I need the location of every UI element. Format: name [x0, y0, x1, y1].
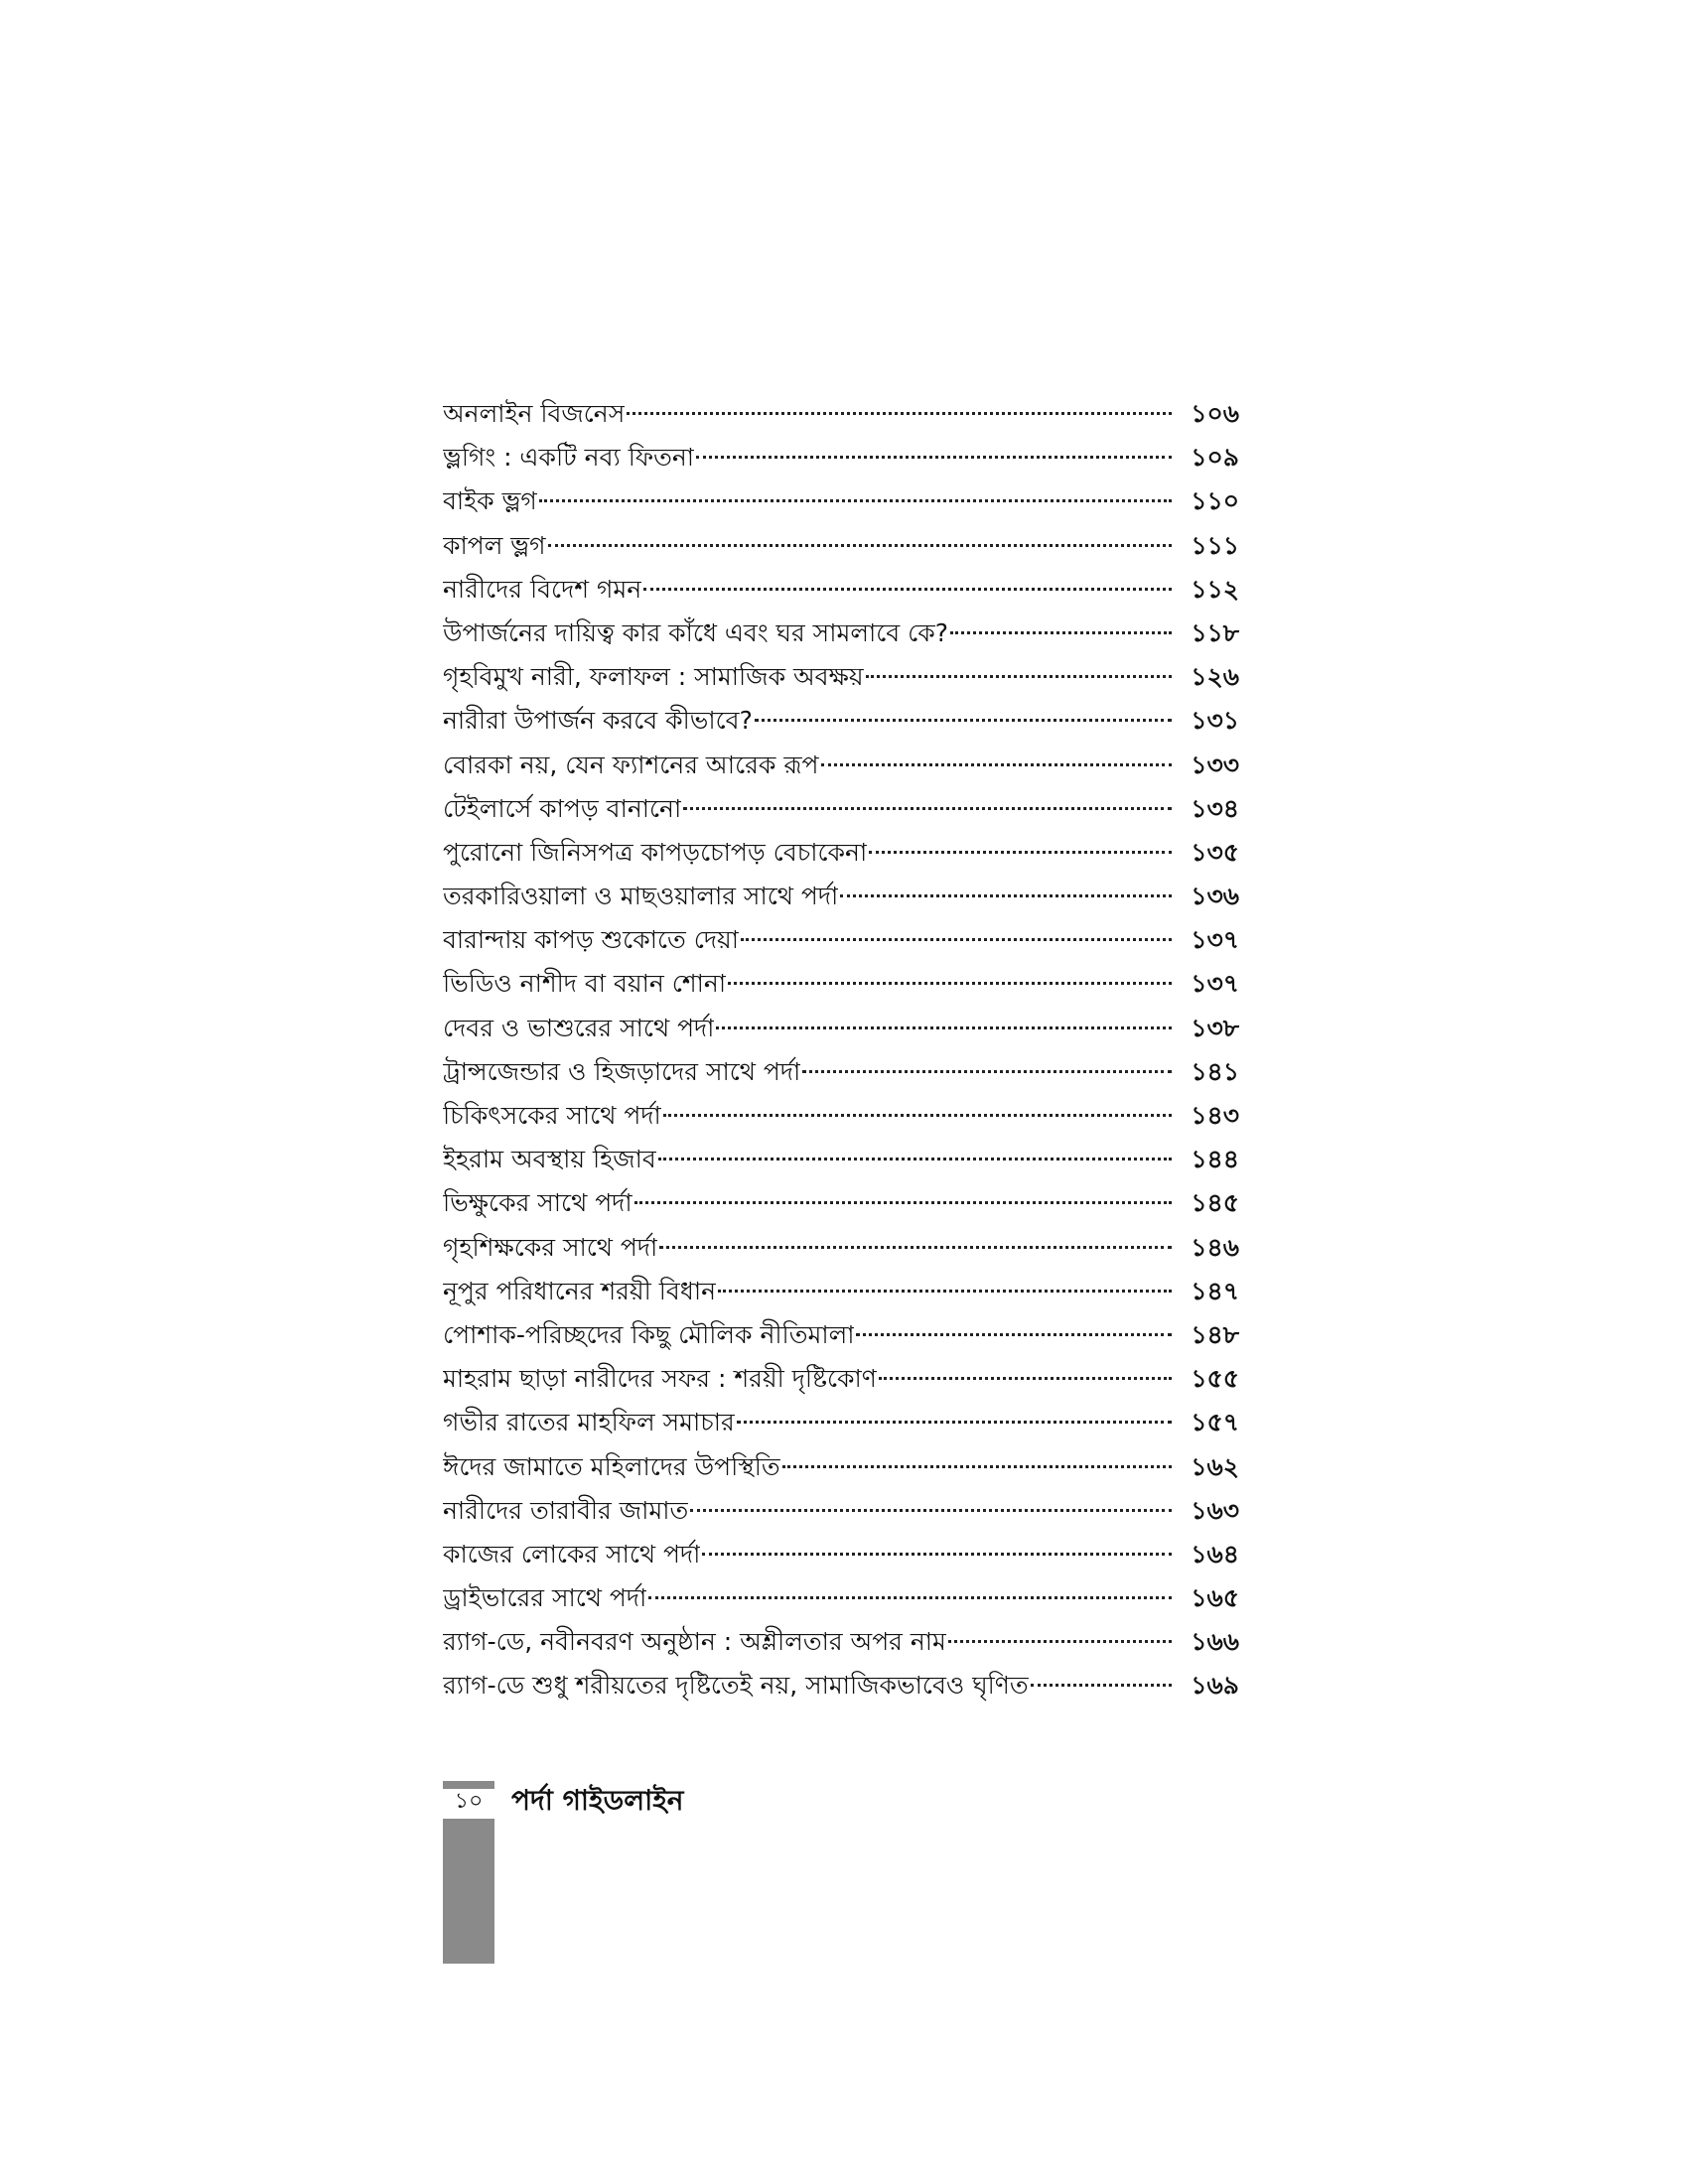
- toc-entry-page: ১৪১: [1191, 1056, 1239, 1086]
- footer-band: [443, 1781, 494, 1789]
- toc-dot-leader: [755, 719, 1172, 722]
- toc-entry-title: গৃহশিক্ষকের সাথে পর্দা: [443, 1232, 658, 1262]
- toc-entry-page: ১০৬: [1191, 399, 1239, 428]
- toc-entry-title: বাইক ভ্লগ: [443, 486, 537, 516]
- toc-entry-title: ট্রান্সজেন্ডার ও হিজড়াদের সাথে পর্দা: [443, 1056, 801, 1086]
- toc-dot-leader: [696, 456, 1172, 459]
- toc-entry-title: ইহরাম অবস্থায় হিজাব: [443, 1145, 656, 1174]
- toc-entry-title: দেবর ও ভাশুরের সাথে পর্দা: [443, 1013, 715, 1042]
- toc-entry-title: নারীদের তারাবীর জামাত: [443, 1495, 689, 1525]
- toc-entry: [443, 831, 1245, 875]
- toc-entry-title: ভিক্ষুকের সাথে পর্দা: [443, 1188, 633, 1218]
- toc-entry-title: ঈদের জামাতে মহিলাদের উপস্থিতি: [443, 1451, 780, 1481]
- toc-entry: [443, 524, 1245, 568]
- toc-entry: [443, 1007, 1245, 1050]
- toc-entry-title: পুরোনো জিনিসপত্র কাপড়চোপড় বেচাকেনা: [443, 837, 868, 867]
- toc-entry-page: ১৩৭: [1191, 925, 1239, 955]
- toc-dot-leader: [690, 1509, 1172, 1512]
- toc-dot-leader: [683, 807, 1172, 810]
- toc-entry-page: ১৪৩: [1191, 1101, 1239, 1130]
- toc-entry-title: র‍্যাগ-ডে শুধু শরীয়তের দৃষ্টিতেই নয়, সামাজিকভাবেও ঘৃণিত: [443, 1671, 1029, 1701]
- toc-entry: [443, 1094, 1245, 1138]
- toc-entry: [443, 1489, 1245, 1533]
- toc-dot-leader: [658, 1158, 1172, 1160]
- toc-entry-page: ১৩৩: [1191, 750, 1239, 779]
- toc-dot-leader: [702, 1553, 1172, 1556]
- toc-entry-page: ১৪৫: [1191, 1188, 1239, 1218]
- toc-entry: [443, 1401, 1245, 1444]
- toc-entry-page: ১৩৬: [1191, 882, 1239, 911]
- toc-entry-page: ১৩৮: [1191, 1013, 1239, 1042]
- toc-entry-title: কাজের লোকের সাথে পর্দা: [443, 1539, 701, 1569]
- toc-dot-leader: [741, 938, 1172, 941]
- toc-entry-page: ১৩১: [1191, 706, 1239, 736]
- toc-entry: [443, 699, 1245, 743]
- toc-entry: [443, 612, 1245, 655]
- toc-dot-leader: [634, 1201, 1172, 1204]
- toc-entry-title: বোরকা নয়, যেন ফ্যাশনের আরেক রূপ: [443, 750, 819, 779]
- toc-entry-page: ১৬৩: [1191, 1495, 1239, 1525]
- book-title: পর্দা গাইডলাইন: [511, 1784, 684, 1817]
- toc-dot-leader: [548, 544, 1173, 547]
- toc-entry: [443, 1576, 1245, 1620]
- toc-entry: [443, 875, 1245, 918]
- toc-entry-title: উপার্জনের দায়িত্ব কার কাঁধে এবং ঘর সামলাবে কে?: [443, 617, 949, 647]
- toc-dot-leader: [663, 1114, 1172, 1117]
- toc-entry: [443, 787, 1245, 831]
- toc-dot-leader: [648, 1596, 1172, 1599]
- toc-entry: [443, 1664, 1245, 1707]
- toc-entry-page: ১১১: [1191, 530, 1239, 560]
- side-bar: [443, 1819, 494, 1964]
- toc-entry: [443, 1181, 1245, 1225]
- toc-entry: [443, 479, 1245, 523]
- toc-entry-title: ভ্লগিং : একটি নব্য ফিতনা: [443, 443, 695, 473]
- toc-entry-page: ১৫৭: [1191, 1408, 1239, 1437]
- toc-entry: [443, 744, 1245, 787]
- toc-entry-page: ১১২: [1191, 574, 1239, 604]
- toc-entry-page: ১৩৪: [1191, 793, 1239, 823]
- toc-entry-page: ১৪৭: [1191, 1276, 1239, 1305]
- page-number: ১০: [454, 1789, 484, 1814]
- toc-entry-title: বারান্দায় কাপড় শুকোতে দেয়া: [443, 925, 739, 955]
- toc-entry-page: ১১০: [1191, 486, 1239, 516]
- toc-dot-leader: [627, 412, 1172, 415]
- toc-dot-leader: [728, 982, 1172, 985]
- toc-entry: [443, 1357, 1245, 1401]
- toc-entry-title: র‍্যাগ-ডে, নবীনবরণ অনুষ্ঠান : অশ্লীলতার অপর নাম: [443, 1627, 946, 1657]
- toc-entry-page: ১০৯: [1191, 443, 1239, 473]
- toc-entry: [443, 392, 1245, 436]
- toc-entry-page: ১১৮: [1191, 617, 1239, 647]
- toc-dot-leader: [866, 675, 1172, 678]
- toc-dot-leader: [802, 1070, 1172, 1073]
- toc-dot-leader: [716, 1026, 1172, 1029]
- toc-entry-title: ড্রাইভারের সাথে পর্দা: [443, 1583, 647, 1613]
- toc-entry-title: মাহরাম ছাড়া নারীদের সফর : শরয়ী দৃষ্টিকোণ: [443, 1364, 877, 1394]
- toc-entry: [443, 436, 1245, 479]
- toc-dot-leader: [782, 1465, 1172, 1468]
- toc-entry-title: পোশাক-পরিচ্ছদের কিছু মৌলিক নীতিমালা: [443, 1319, 855, 1349]
- toc-entry-title: চিকিৎসকের সাথে পর্দা: [443, 1101, 661, 1130]
- toc-entry-page: ১৪৮: [1191, 1319, 1239, 1349]
- toc-entry-page: ১৩৭: [1191, 969, 1239, 999]
- toc-entry-title: অনলাইন বিজনেস: [443, 399, 626, 428]
- toc-dot-leader: [856, 1333, 1172, 1336]
- toc-entry: [443, 1533, 1245, 1576]
- toc-entry: [443, 1313, 1245, 1357]
- toc-entry-page: ১৬২: [1191, 1451, 1239, 1481]
- toc-dot-leader: [840, 894, 1172, 897]
- toc-dot-leader: [643, 588, 1172, 591]
- toc-entry-title: তরকারিওয়ালা ও মাছওয়ালার সাথে পর্দা: [443, 882, 839, 911]
- toc-entry: [443, 655, 1245, 699]
- toc-dot-leader: [879, 1377, 1172, 1380]
- toc-dot-leader: [718, 1290, 1172, 1293]
- toc-dot-leader: [948, 1640, 1172, 1643]
- toc-entry-title: গৃহবিমুখ নারী, ফলাফল : সামাজিক অবক্ষয়: [443, 662, 864, 692]
- toc-dot-leader: [869, 851, 1172, 854]
- toc-entry: [443, 1445, 1245, 1489]
- toc-dot-leader: [659, 1246, 1172, 1249]
- toc-entry-page: ১৬৪: [1191, 1539, 1239, 1569]
- toc-entry-title: কাপল ভ্লগ: [443, 530, 546, 560]
- toc-entry: [443, 1620, 1245, 1664]
- toc-entry-title: ভিডিও নাশীদ বা বয়ান শোনা: [443, 969, 727, 999]
- toc-entry-page: ১২৬: [1191, 662, 1239, 692]
- toc-dot-leader: [539, 499, 1172, 502]
- toc-entry: [443, 962, 1245, 1006]
- toc-entry: [443, 1270, 1245, 1313]
- toc-dot-leader: [1031, 1684, 1172, 1687]
- toc-entry-page: ১৩৫: [1191, 837, 1239, 867]
- toc-entry: [443, 1138, 1245, 1181]
- toc-entry-page: ১৪৬: [1191, 1232, 1239, 1262]
- toc-entry-page: ১৬৯: [1191, 1671, 1239, 1701]
- toc-dot-leader: [737, 1421, 1172, 1424]
- toc-entry: [443, 1050, 1245, 1094]
- toc-dot-leader: [821, 763, 1172, 766]
- toc-entry-title: নূপুর পরিধানের শরয়ী বিধান: [443, 1276, 717, 1305]
- toc-entry-title: নারীরা উপার্জন করবে কীভাবে?: [443, 706, 753, 736]
- toc-entry-page: ১৬৫: [1191, 1583, 1239, 1613]
- toc-entry-title: নারীদের বিদেশ গমন: [443, 574, 642, 604]
- toc-entry-title: টেইলার্সে কাপড় বানানো: [443, 793, 682, 823]
- toc-entry-page: ১৫৫: [1191, 1364, 1239, 1394]
- toc-entry: [443, 918, 1245, 962]
- toc-entry-title: গভীর রাতের মাহফিল সমাচার: [443, 1408, 735, 1437]
- toc-entry-page: ১৬৬: [1191, 1627, 1239, 1657]
- toc-entry: [443, 1226, 1245, 1270]
- table-of-contents: [443, 392, 1245, 1708]
- toc-entry: [443, 568, 1245, 612]
- toc-entry-page: ১৪৪: [1191, 1145, 1239, 1174]
- toc-dot-leader: [950, 631, 1172, 634]
